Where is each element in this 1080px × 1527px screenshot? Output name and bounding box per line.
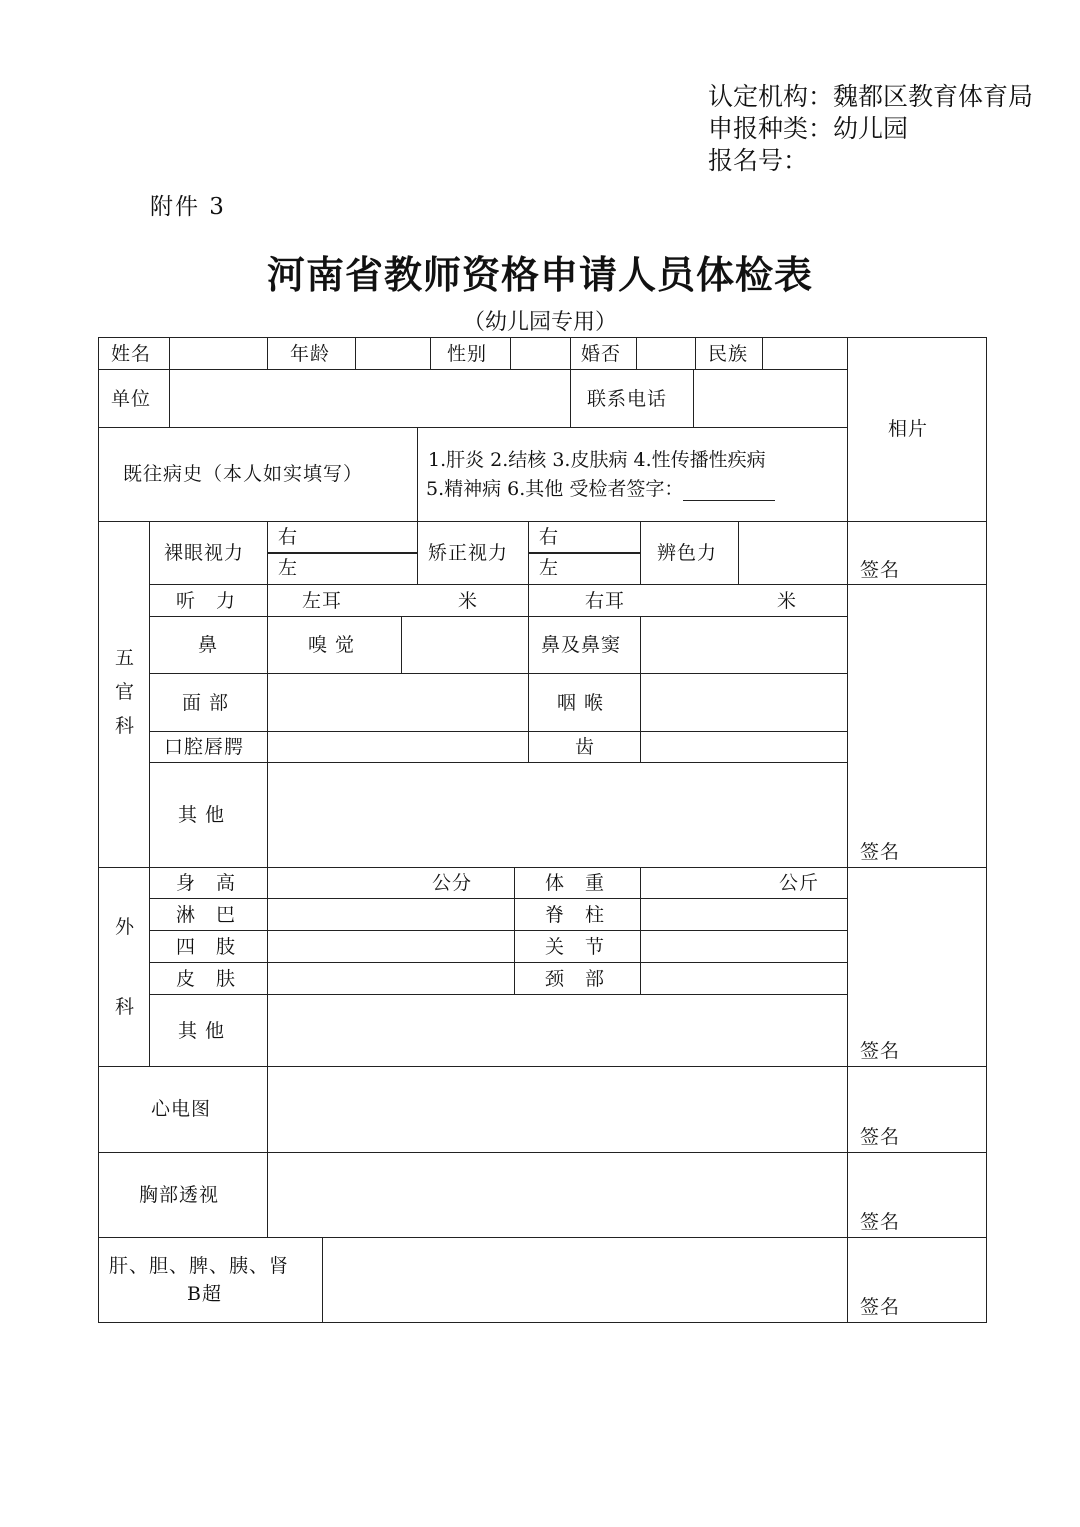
- signature-label: 签名: [860, 841, 901, 863]
- unit-label-cell: [98, 369, 170, 428]
- lymph-label: 淋 巴: [176, 904, 237, 926]
- phone-label: 联系电话: [587, 388, 668, 410]
- form-title: 河南省教师资格申请人员体检表: [266, 252, 813, 297]
- marriage-label-cell: [570, 337, 637, 370]
- chest-xray-field[interactable]: [267, 1152, 848, 1238]
- signature-label: 签名: [860, 559, 901, 581]
- left-ear-label: 左耳: [302, 590, 343, 612]
- gender-label-cell: [430, 337, 511, 370]
- skin-label: 皮 肤: [176, 968, 237, 990]
- left-eye-label: 左: [278, 557, 299, 579]
- teeth-field[interactable]: [640, 731, 848, 763]
- surgery-section-char-2: 科: [115, 996, 136, 1018]
- face-field[interactable]: [267, 673, 529, 732]
- ethnicity-field[interactable]: [762, 337, 848, 370]
- ultrasound-label-cell: [98, 1237, 323, 1323]
- registration-number-label: 报名号：: [708, 146, 809, 175]
- lymph-label-cell: [149, 898, 268, 931]
- chest-xray-label: 胸部透视: [139, 1184, 220, 1206]
- photo-cell[interactable]: [847, 337, 987, 522]
- naked-vision-label-cell: [149, 521, 268, 585]
- spine-label-cell: [514, 898, 641, 931]
- corrected-vision-left-field[interactable]: [528, 552, 641, 585]
- ethnicity-label: 民族: [708, 343, 749, 365]
- kg-unit: 公斤: [779, 872, 820, 894]
- phone-label-cell: [570, 369, 694, 428]
- right-ear-label: 右耳: [585, 590, 626, 612]
- unit-field[interactable]: [169, 369, 571, 428]
- right-eye-label: 右: [539, 526, 560, 548]
- surgery-section-char-1: 外: [115, 916, 136, 938]
- smell-field[interactable]: [401, 616, 529, 674]
- color-vision-label: 辨色力: [657, 542, 718, 564]
- lymph-field[interactable]: [267, 898, 515, 931]
- mouth-label-cell: [149, 731, 268, 763]
- examinee-signature-line[interactable]: [683, 482, 775, 501]
- mouth-label: 口腔唇腭: [164, 736, 245, 758]
- height-label-cell: [149, 867, 268, 899]
- history-label-cell: [98, 427, 418, 522]
- teeth-label: 齿: [575, 736, 596, 758]
- surgery-section-label-cell: [98, 867, 150, 1067]
- nose-label-cell: [149, 616, 268, 674]
- left-eye-label: 左: [539, 557, 560, 579]
- color-vision-field[interactable]: [738, 521, 848, 585]
- signature-label: 签名: [860, 1126, 901, 1148]
- mouth-field[interactable]: [267, 731, 529, 763]
- joints-field[interactable]: [640, 930, 848, 963]
- name-field[interactable]: [169, 337, 268, 370]
- unit-label: 单位: [111, 388, 152, 410]
- skin-label-cell: [149, 962, 268, 995]
- ecg-signature-cell[interactable]: [847, 1066, 987, 1153]
- weight-label-cell: [514, 867, 641, 899]
- meter-unit: 米: [458, 590, 479, 612]
- ecg-label-cell: [98, 1066, 268, 1153]
- nose-label: 鼻: [198, 634, 219, 656]
- ent-signature-cell[interactable]: [847, 584, 987, 868]
- joints-label-cell: [514, 930, 641, 963]
- neck-field[interactable]: [640, 962, 848, 995]
- ultrasound-field[interactable]: [322, 1237, 848, 1323]
- age-label-cell: [267, 337, 356, 370]
- name-label-cell: [98, 337, 170, 370]
- ent-other-label: 其 他: [178, 804, 226, 826]
- ent-section-label-cell: [98, 521, 150, 868]
- hearing-label: 听 力: [176, 590, 237, 612]
- application-type: 申报种类：幼儿园: [708, 114, 909, 143]
- meter-unit: 米: [777, 590, 798, 612]
- chest-xray-signature-cell[interactable]: [847, 1152, 987, 1238]
- vision-signature-cell[interactable]: [847, 521, 987, 585]
- skin-field[interactable]: [267, 962, 515, 995]
- ultrasound-label-line2: B超: [187, 1283, 222, 1305]
- form-subtitle: （幼儿园专用）: [462, 310, 617, 335]
- surgery-other-label: 其 他: [178, 1020, 226, 1042]
- weight-label: 体 重: [545, 872, 606, 894]
- neck-label-cell: [514, 962, 641, 995]
- gender-field[interactable]: [510, 337, 571, 370]
- throat-label: 咽 喉: [557, 692, 605, 714]
- signature-label: 签名: [860, 1296, 901, 1318]
- surgery-other-field[interactable]: [267, 994, 848, 1067]
- marriage-field[interactable]: [636, 337, 696, 370]
- ent-other-label-cell: [149, 762, 268, 868]
- marriage-label: 婚否: [581, 343, 622, 365]
- limbs-label: 四 肢: [176, 936, 237, 958]
- right-eye-label: 右: [278, 526, 299, 548]
- left-ear-field[interactable]: [267, 584, 529, 617]
- gender-label: 性别: [447, 343, 488, 365]
- naked-vision-label: 裸眼视力: [164, 542, 245, 564]
- photo-label: 相片: [888, 418, 929, 440]
- sinus-label-cell: [528, 616, 641, 674]
- sinus-field[interactable]: [640, 616, 848, 674]
- attachment-label: 附件 3: [150, 194, 226, 220]
- right-ear-field[interactable]: [528, 584, 848, 617]
- age-field[interactable]: [355, 337, 431, 370]
- history-options-line2: 5.精神病 6.其他 受检者签字：: [426, 478, 684, 500]
- face-label: 面 部: [182, 692, 230, 714]
- ent-section-char-2: 官: [115, 681, 136, 703]
- corrected-vision-label-cell: [417, 521, 529, 585]
- history-field[interactable]: [417, 427, 848, 522]
- cm-unit: 公分: [432, 872, 473, 894]
- spine-label: 脊 柱: [545, 904, 606, 926]
- ecg-field[interactable]: [267, 1066, 848, 1153]
- joints-label: 关 节: [545, 936, 606, 958]
- signature-label: 签名: [860, 1040, 901, 1062]
- height-label: 身 高: [176, 872, 237, 894]
- surgery-other-label-cell: [149, 994, 268, 1067]
- ecg-label: 心电图: [151, 1098, 212, 1120]
- corrected-vision-right-field[interactable]: [528, 521, 641, 554]
- face-label-cell: [149, 673, 268, 732]
- ent-section-char-3: 科: [115, 715, 136, 737]
- sinus-label: 鼻及鼻窦: [541, 634, 622, 656]
- smell-label-cell: [267, 616, 402, 674]
- history-options-line1: 1.肝炎 2.结核 3.皮肤病 4.性传播性疾病: [428, 449, 766, 471]
- spine-field[interactable]: [640, 898, 848, 931]
- smell-label: 嗅 觉: [308, 634, 356, 656]
- ultrasound-label-line1: 肝、胆、脾、胰、肾: [109, 1255, 290, 1277]
- age-label: 年龄: [290, 343, 331, 365]
- ultrasound-signature-cell[interactable]: [847, 1237, 987, 1323]
- history-label: 既往病史（本人如实填写）: [123, 463, 364, 485]
- throat-field[interactable]: [640, 673, 848, 732]
- issuing-authority: 认定机构：魏都区教育体育局: [708, 82, 1034, 111]
- teeth-label-cell: [528, 731, 641, 763]
- throat-label-cell: [528, 673, 641, 732]
- height-field[interactable]: [267, 867, 515, 899]
- corrected-vision-label: 矫正视力: [428, 542, 509, 564]
- ent-other-field[interactable]: [267, 762, 848, 868]
- surgery-signature-cell[interactable]: [847, 867, 987, 1067]
- phone-field[interactable]: [693, 369, 848, 428]
- hearing-label-cell: [149, 584, 268, 617]
- limbs-label-cell: [149, 930, 268, 963]
- ent-section-char-1: 五: [115, 647, 136, 669]
- signature-label: 签名: [860, 1211, 901, 1233]
- naked-vision-right-field[interactable]: [267, 521, 418, 554]
- chest-xray-label-cell: [98, 1152, 268, 1238]
- color-vision-label-cell: [640, 521, 739, 585]
- weight-field[interactable]: [640, 867, 848, 899]
- limbs-field[interactable]: [267, 930, 515, 963]
- neck-label: 颈 部: [545, 968, 606, 990]
- ethnicity-label-cell: [695, 337, 763, 370]
- naked-vision-left-field[interactable]: [267, 552, 418, 585]
- name-label: 姓名: [111, 343, 152, 365]
